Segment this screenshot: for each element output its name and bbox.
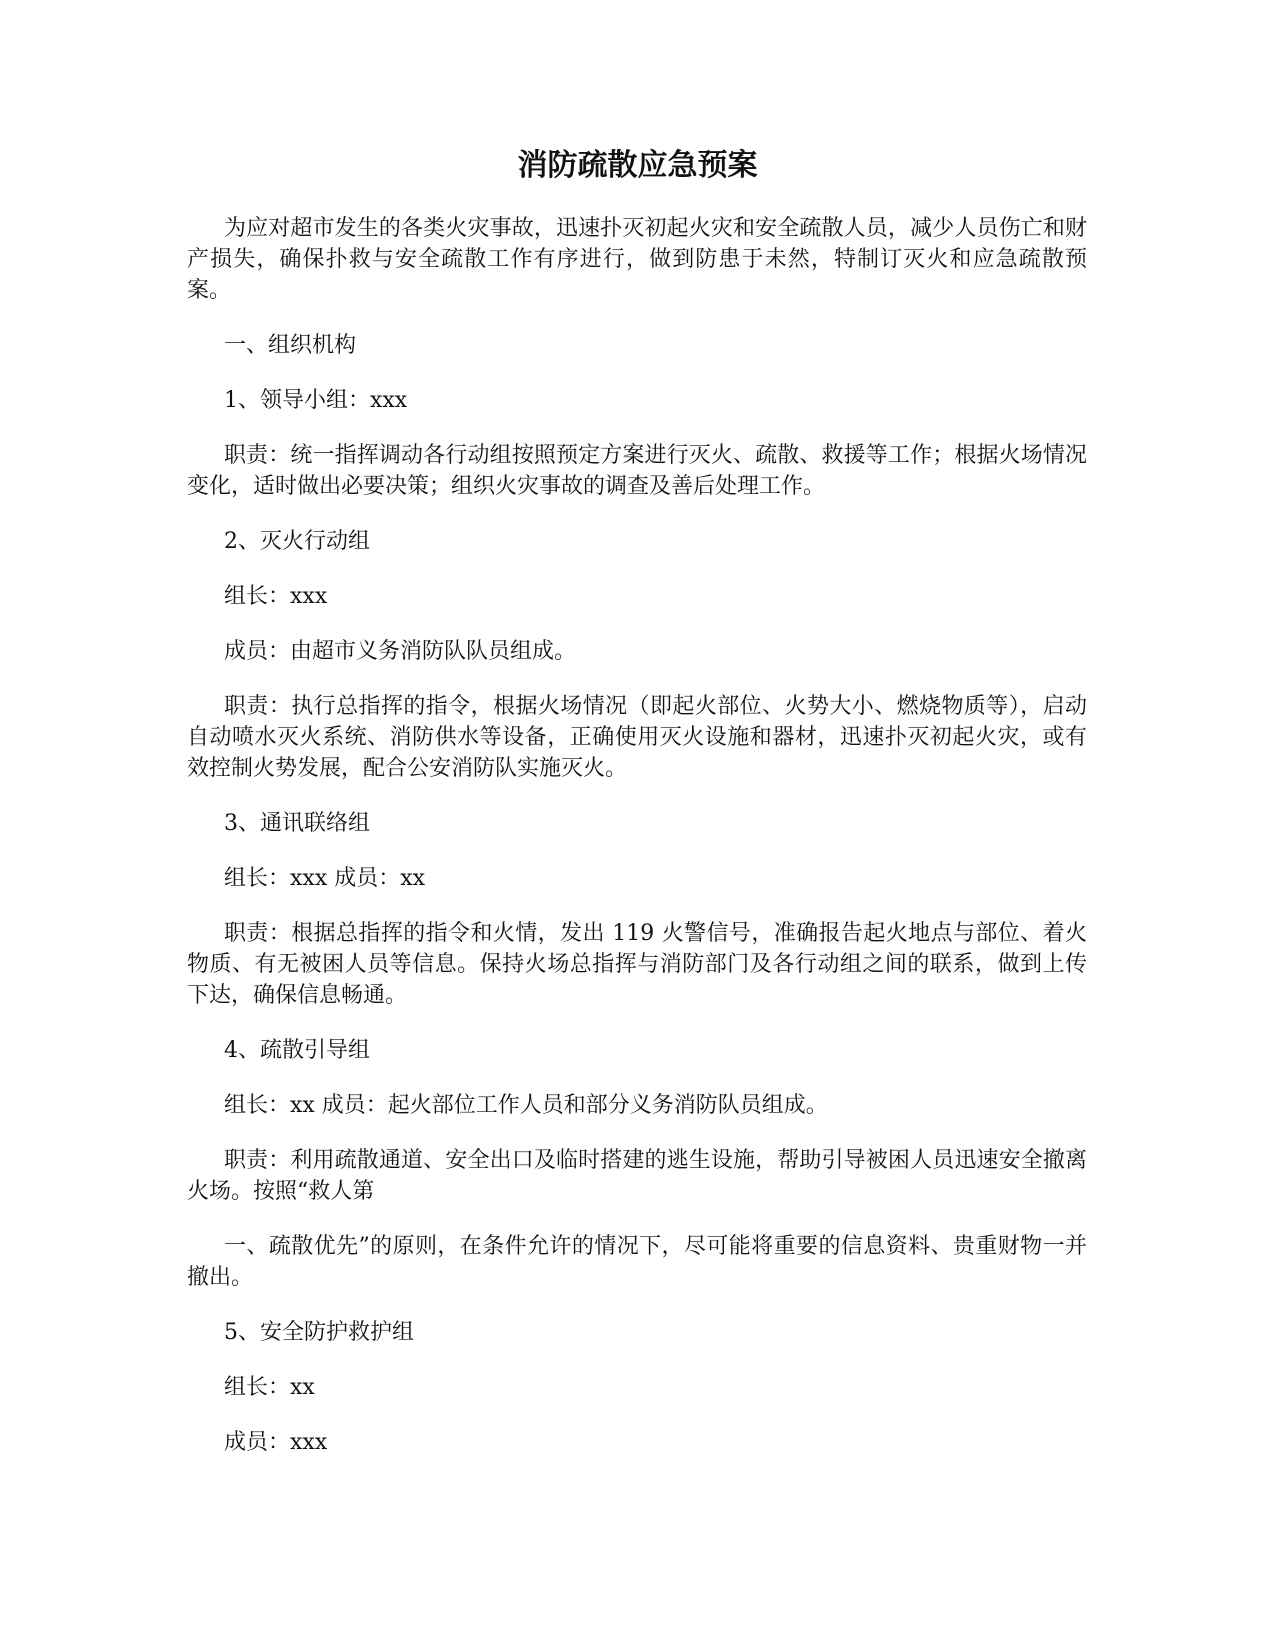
duty-paragraph-leadership: 职责：统一指挥调动各行动组按照预定方案进行灭火、疏散、救援等工作；根据火场情况变化，适时做出必要决策；组织火灾事故的调查及善后处理工作。 <box>187 443 1087 499</box>
leader-line-safety-rescue: 组长：xx <box>224 1375 315 1400</box>
section-heading-organization: 一、组织机构 <box>224 333 357 358</box>
group-heading-leadership: 1、领导小组：xxx <box>224 388 408 413</box>
intro-paragraph: 为应对超市发生的各类火灾事故，迅速扑灭初起火灾和安全疏散人员，减少人员伤亡和财产损失，确保扑救与安全疏散工作有序进行，做到防患于未然，特制订灭火和应急疏散预案。 <box>187 216 1087 303</box>
duty-paragraph-evacuation: 职责：利用疏散通道、安全出口及临时搭建的逃生设施，帮助引导被困人员迅速安全撤离火场。按照“救人第 <box>187 1148 1087 1204</box>
group-heading-firefighting: 2、灭火行动组 <box>224 529 370 554</box>
group-heading-communication: 3、通讯联络组 <box>224 811 370 836</box>
duty-paragraph-communication: 职责：根据总指挥的指令和火情，发出 119 火警信号，准确报告起火地点与部位、着火物质、有无被困人员等信息。保持火场总指挥与消防部门及各行动组之间的联系，做到上传下达，确保信息畅通。 <box>187 921 1087 1008</box>
members-line-firefighting: 成员：由超市义务消防队队员组成。 <box>224 639 577 664</box>
group-heading-safety-rescue: 5、安全防护救护组 <box>224 1320 414 1345</box>
document-body <box>187 213 1087 1482</box>
duty-paragraph-evacuation-continued: 一、疏散优先”的原则，在条件允许的情况下，尽可能将重要的信息资料、贵重财物一并撤出。 <box>187 1234 1087 1290</box>
duty-paragraph-firefighting: 职责：执行总指挥的指令，根据火场情况（即起火部位、火势大小、燃烧物质等），启动自动喷水灭火系统、消防供水等设备，正确使用灭火设施和器材，迅速扑灭初起火灾，或有效控制火势发展，配合公安消防队实施灭火。 <box>187 694 1087 781</box>
leader-line-communication: 组长：xxx 成员：xx <box>224 866 426 891</box>
members-line-safety-rescue: 成员：xxx <box>224 1430 328 1455</box>
document-title: 消防疏散应急预案 <box>517 148 758 183</box>
leader-line-evacuation: 组长：xx 成员：起火部位工作人员和部分义务消防队员组成。 <box>224 1093 828 1118</box>
group-heading-evacuation: 4、疏散引导组 <box>224 1038 370 1063</box>
leader-line-firefighting: 组长：xxx <box>224 584 328 609</box>
